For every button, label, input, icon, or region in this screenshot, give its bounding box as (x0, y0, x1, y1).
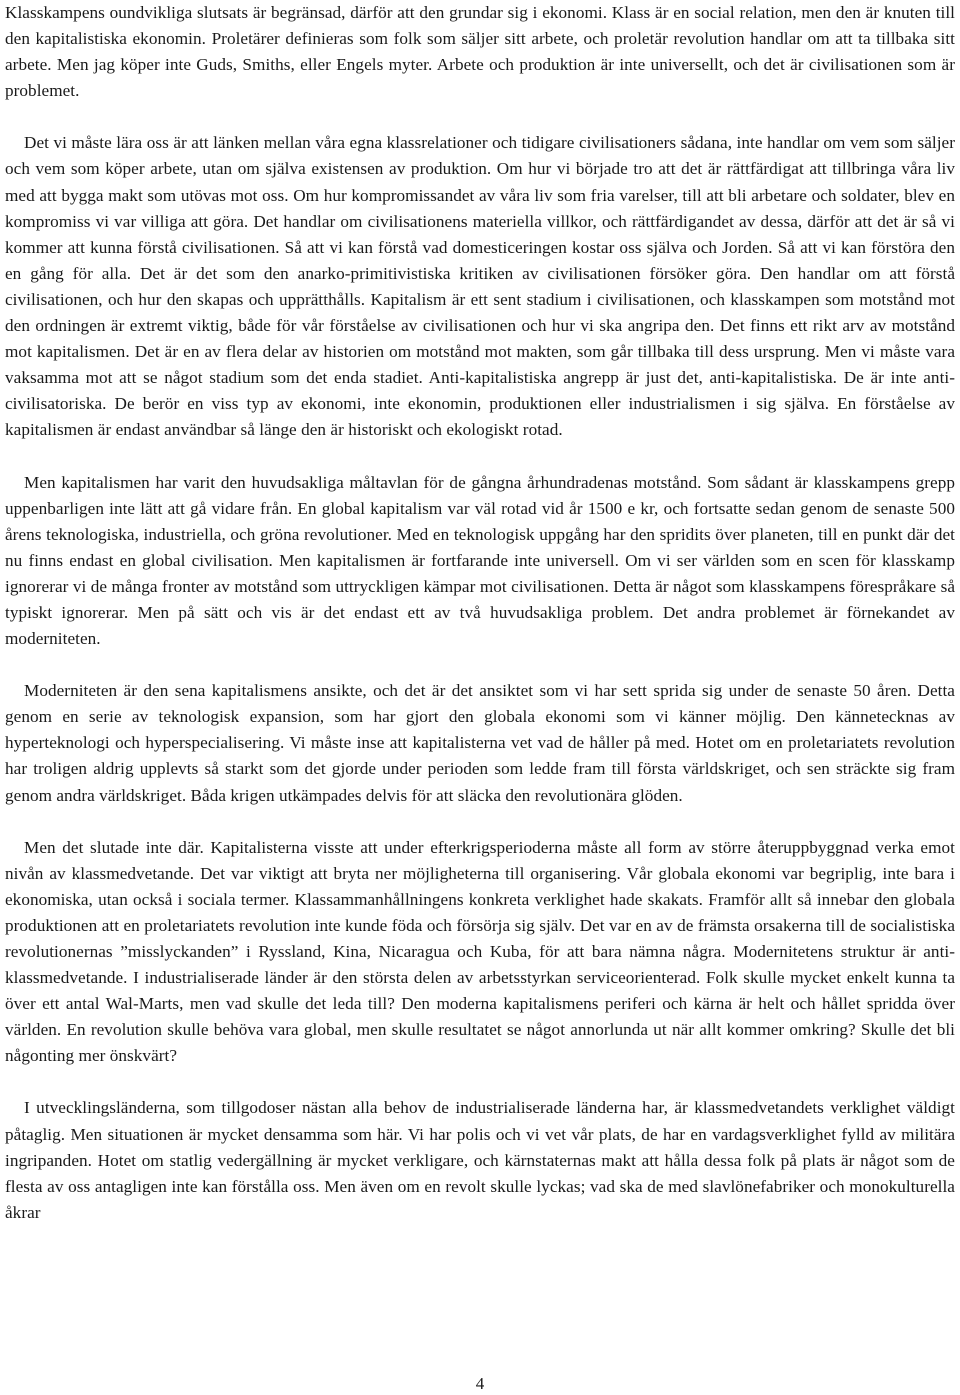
paragraph-1: Klasskampens oundvikliga slutsats är begränsad, därför att den grundar sig i ekonomi. Klass är en social relation, men den är knuten till den kapitalistiska ekonomin. Proletärer definieras som folk som säljer sitt arbete, och proletär revolution handlar om att ta tillbaka sitt arbete. Men jag köper inte Guds, Smiths, eller Engels myter. Arbete och produktion är inte universellt, och det är civilisationen som är problemet. (5, 3, 955, 101)
page-number: 4 (475, 1374, 485, 1393)
paragraph-3: Men kapitalismen har varit den huvudsakliga måltavlan för de gångna århundradenas motstånd. Som sådant är klasskampens grepp uppenbarligen inte lätt att gå vidare från. En global kapitalism var väl rotad vid år 1500 e kr, och fortsatte sedan genom de senaste 500 årens teknologiska, industriella, och gröna revolutioner. Med en teknologisk uppgång har den spridits över planeten, till en punkt där det nu finns endast en global civilisation. Men kapitalismen är fortfarande inte universell. Om vi ser världen som en scen för klasskamp ignorerar vi de många fronter av motstånd som uttryckligen kämpar mot civilisationen. Detta är något som klasskampens förespråkare så typiskt ignorerar. Men på sätt och vis är det endast ett av två huvudsakliga problem. Det andra problemet är förnekandet av moderniteten. (5, 472, 955, 649)
paragraph-4: Moderniteten är den sena kapitalismens ansikte, och det är det ansiktet som vi har sett sprida sig under de senaste 50 åren. Detta genom en serie av teknologisk expansion, som har gjort den globala ekonomi som vi känner möjlig. Den kännetecknas av hyperteknologi och hyperspecialisering. Vi måste inse att kapitalisterna vet vad de håller på med. Hotet om en proletariatets revolution har troligen aldrig upplevts så starkt som det gjorde under perioden som ledde fram till första världskriget, och sen sträckte sig fram genom andra världskriget. Båda krigen utkämpades delvis för att släcka den revolutionära glöden. (5, 681, 955, 805)
paragraph-5: Men det slutade inte där. Kapitalisterna visste att under efterkrigsperioderna måste all form av större återuppbyggnad verka emot nivån av klassmedvetande. Det var viktigt att bryta ner möjligheterna till organisering. Vår globala ekonomi var begriplig, inte bara i ekonomiska, utan också i sociala termer. Klassammanhållningens konkreta verklighet hade skakats. Framför allt så innebar den globala produktionen att en proletariatets revolution inte kunde föda och försörja sig själv. Det var en av de främsta orsakerna till de socialistiska revolutionernas ”misslyckanden” i Ryssland, Kina, Nicaragua och Kuba, för att bara nämna några. Modernitetens struktur är anti-klassmedvetande. I industrialiserade länder är den största delen av arbetsstyrkan serviceorienterad. Folk skulle mycket enkelt kunna ta över ett antal Wal-Marts, men vad skulle det leda till? Den moderna kapitalismens periferi och kärna är helt och hållet spridda över världen. En revolution skulle behöva vara global, men skulle resultatet se något annorlunda ut när allt kommer omkring? Skulle det bli någonting mer önskvärt? (5, 837, 955, 1066)
document-page (5, 0, 955, 1395)
paragraph-6: I utvecklingsländerna, som tillgodoser nästan alla behov de industrialiserade länderna har, är klassmedvetandets verklighet väldigt påtaglig. Men situationen är mycket densamma som här. Vi har polis och vi vet vår plats, de har en vardagsverklighet fylld av militära ingripanden. Hotet om statlig vedergällning är mycket verkligare, och kärnstaternas makt att hålla dessa folk på plats är något som de flesta av oss antagligen inte kan förstålla oss. Men även om en revolt skulle lyckas; vad ska de med slavlönefabriker och monokulturella åkrar (5, 1098, 955, 1222)
paragraph-2: Det vi måste lära oss är att länken mellan våra egna klassrelationer och tidigare civilisationers sådana, inte handlar om vem som säljer och vem som köper arbete, utan om själva existensen av produktion. Om hur vi började tro att det är rättfärdigat att tillbringa våra liv med att bygga makt som utövas mot oss. Om hur kompromissandet av våra liv som fria varelser, till att bli arbetare och soldater, blev en kompromiss vi var villiga att göra. Det handlar om civilisationens materiella villkor, och rättfärdigandet av dessa, därför att det är så vi kommer att kunna förstå civilisationen. Så att vi kan förstå vad domesticeringen kostar oss själva och Jorden. Så att vi kan förstöra den en gång för alla. Det är det som den anarko-primitivistiska kritiken av civilisationen försöker göra. Den handlar om att förstå civilisationen, och hur den skapas och upprätthålls. Kapitalism är ett sent stadium i civilisationen, och klasskampen som motstånd mot den ordningen är extremt viktig, både för vår förståelse av civilisationen och hur vi ska angripa den. Det finns ett rikt arv av motstånd mot kapitalismen. Det är en av flera delar av historien om motstånd mot makten, som går tillbaka till dess ursprung. Men vi måste vara vaksamma mot att se något stadium som det enda stadiet. Anti-kapitalistiska angrepp är just det, anti-kapitalistiska. De är inte anti-civilisatoriska. De berör en viss typ av ekonomi, inte ekonomin, produktionen eller industrialismen i sig själva. En förståelse av kapitalismen är endast användbar så länge den är historiskt och ekologiskt rotad. (5, 133, 955, 440)
